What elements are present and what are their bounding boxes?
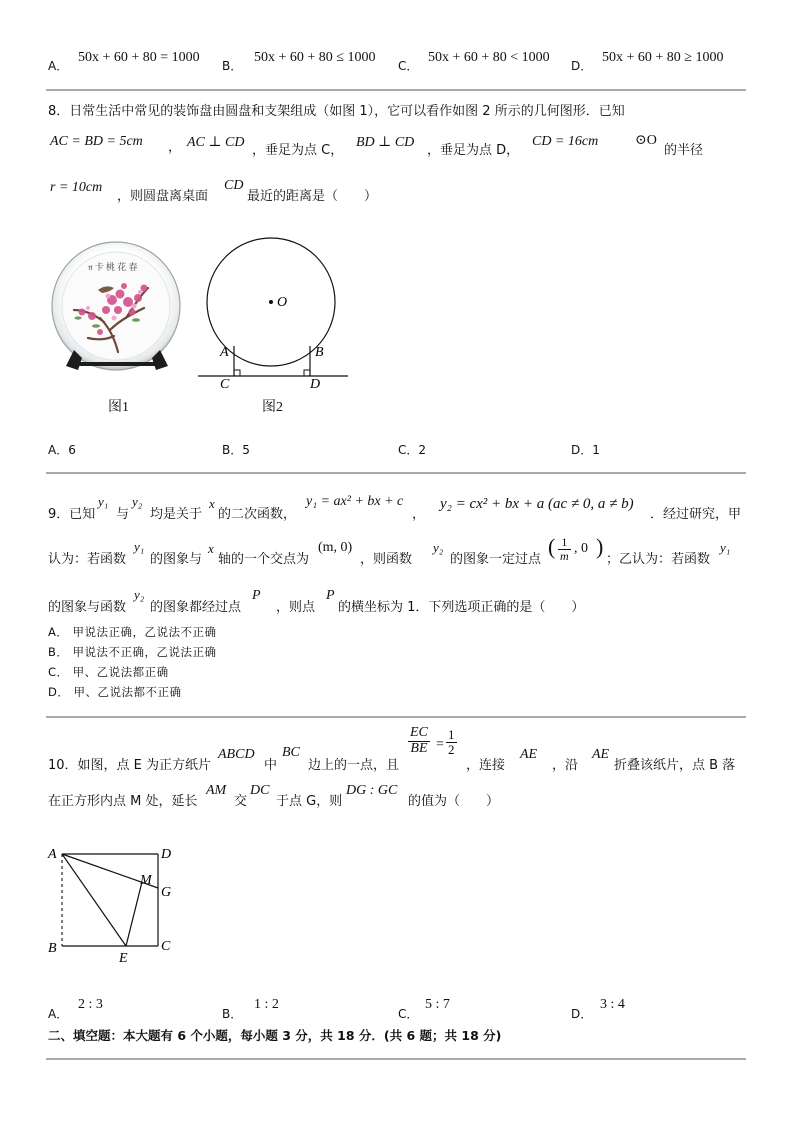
q9-point-p: P xyxy=(252,588,261,603)
q10-text: 边上的一点，且 xyxy=(308,758,400,773)
q10-half-frac xyxy=(446,728,457,756)
q10-option-a-label: A． xyxy=(48,1007,69,1021)
q10-half-den: 2 xyxy=(448,741,455,757)
q8-question-b: 最近的距离是（ ） xyxy=(247,189,378,204)
q10-text: ，连接 xyxy=(466,758,506,773)
q7-option-a-expr: 50x + 60 + 80 = 1000 xyxy=(78,50,200,65)
q8-seg: CD xyxy=(224,178,244,193)
q9-text: 的图象一定过点 xyxy=(450,552,542,567)
q8-cond5: r = 10cm xyxy=(50,180,103,195)
circle-geometry-figure xyxy=(196,228,356,394)
q9-text: 的图象与 xyxy=(150,552,203,567)
q9-text: 均是关于 xyxy=(150,507,203,522)
label-a: A xyxy=(48,847,57,862)
q10-option-d-expr: 3 : 4 xyxy=(600,997,625,1012)
q10-text: ，沿 xyxy=(552,758,579,773)
q9-text: 的横坐标为 1．下列选项正确的是（ ） xyxy=(338,600,585,615)
q10-frac-num: EC xyxy=(410,725,428,740)
q8-option-d: D．1 xyxy=(571,443,600,457)
q10-half-num: 1 xyxy=(448,727,455,742)
q7-option-d-expr: 50x + 60 + 80 ≥ 1000 xyxy=(602,50,724,65)
q9-y1: y₁ xyxy=(720,540,731,555)
q7-option-b-label: B． xyxy=(222,59,243,73)
q9-paren-open: ( xyxy=(548,534,556,559)
q9-text: 的图象都经过点 xyxy=(150,600,242,615)
q9-comma: ， xyxy=(412,507,426,522)
label-g: G xyxy=(161,885,172,900)
q9-pt2-tail: , 0 xyxy=(574,541,588,556)
q9-option-d: D． 甲、乙说法都不正确 xyxy=(48,685,182,699)
q9-y2: y₂ xyxy=(433,540,444,555)
q10-eq: = xyxy=(436,737,444,752)
q9-point1: (m, 0) xyxy=(318,540,353,555)
q8-option-b: B．5 xyxy=(222,443,250,457)
q9-f2: y₂ = cx² + bx + a (ac ≠ 0, a ≠ b) xyxy=(440,496,634,512)
q8-question-a: ，则圆盘离桌面 xyxy=(117,189,209,204)
q9-y2: y₂ xyxy=(132,494,143,509)
q10-ratio: DG : GC xyxy=(346,783,398,798)
q9-point2-frac xyxy=(558,536,571,562)
q10-am: AM xyxy=(206,783,227,798)
q9-text: 与 xyxy=(116,507,130,522)
q10-ae: AE xyxy=(520,747,538,762)
q8-cond2: AC ⊥ CD xyxy=(187,135,245,150)
label-o: O xyxy=(277,295,288,310)
plate-calligraphy: 𝔫 卡 桃 花 春 xyxy=(88,262,138,272)
q9-text: ，则点 xyxy=(276,600,316,615)
label-b: B xyxy=(48,941,57,956)
q10-option-b-expr: 1 : 2 xyxy=(254,997,279,1012)
label-b: B xyxy=(315,345,324,360)
section-2-heading: 二、填空题：本大题有 6 个小题，每小题 3 分，共 18 分．(共 6 题；共 18 分) xyxy=(48,1028,502,1043)
q9-text: 认为：若函数 xyxy=(48,552,127,567)
q10-option-c-label: C． xyxy=(398,1007,419,1021)
q10-text: 10．如图，点 E 为正方纸片 xyxy=(48,758,212,773)
q10-bc: BC xyxy=(282,745,300,760)
label-a: A xyxy=(220,345,229,360)
q10-ratio-frac xyxy=(408,726,430,756)
q7-option-c-label: C． xyxy=(398,59,419,73)
q9-y1: y₁ xyxy=(98,494,109,509)
q8-intro: 8．日常生活中常见的装饰盘由圆盘和支架组成（如图 1），它可以看作如图 2 所示的几何图形．已知 xyxy=(48,104,625,119)
label-e: E xyxy=(119,951,128,966)
q7-option-c-expr: 50x + 60 + 80 < 1000 xyxy=(428,50,550,65)
label-c: C xyxy=(220,377,230,392)
plate-figure xyxy=(48,240,188,382)
q9-x: x xyxy=(208,541,214,556)
q9-text: 的图象与函数 xyxy=(48,600,127,615)
q10-option-d-label: D． xyxy=(571,1007,593,1021)
q9-paren-close: ) xyxy=(596,534,604,559)
q9-text: 9．已知 xyxy=(48,507,96,522)
q10-option-c-expr: 5 : 7 xyxy=(425,997,450,1012)
q7-option-d-label: D． xyxy=(571,59,593,73)
q10-text: 折叠该纸片，点 B 落 xyxy=(614,758,736,773)
q9-y1: y₁ xyxy=(134,539,145,554)
q8-cond3: BD ⊥ CD xyxy=(356,135,415,150)
q9-text: 的二次函数， xyxy=(218,507,297,522)
label-c: C xyxy=(161,939,171,954)
q10-ae: AE xyxy=(592,747,610,762)
label-m: M xyxy=(140,873,152,888)
q8-cond4: CD = 16cm xyxy=(532,134,599,149)
folded-square-figure xyxy=(44,840,184,966)
q7-option-b-expr: 50x + 60 + 80 ≤ 1000 xyxy=(254,50,376,65)
q9-pt2-den: m xyxy=(560,548,569,563)
q9-x: x xyxy=(209,496,215,511)
fig1-caption: 图1 xyxy=(108,400,129,415)
q10-text: 中 xyxy=(264,758,278,773)
q9-point-p: P xyxy=(326,588,335,603)
q9-text: ；乙认为：若函数 xyxy=(606,552,711,567)
q8-comma: ， xyxy=(168,140,182,155)
q10-text: 的值为（ ） xyxy=(408,794,500,809)
q8-cond1: AC = BD = 5cm xyxy=(50,134,143,149)
q8-circle: ⊙O xyxy=(635,133,657,148)
q10-option-b-label: B． xyxy=(222,1007,243,1021)
q10-text: 于点 G，则 xyxy=(276,794,343,809)
q9-text: ．经过研究，甲 xyxy=(650,507,742,522)
label-d: D xyxy=(310,377,321,392)
q8-option-a: A．6 xyxy=(48,443,76,457)
q9-option-b: B． 甲说法不正确，乙说法正确 xyxy=(48,645,217,659)
q9-text: ，则函数 xyxy=(360,552,413,567)
q10-option-a-expr: 2 : 3 xyxy=(78,997,103,1012)
q8-foot-c: ，垂足为点 C， xyxy=(252,143,344,158)
q8-radius-text: 的半径 xyxy=(664,143,704,158)
q9-y2: y₂ xyxy=(134,587,145,602)
q10-abcd: ABCD xyxy=(218,747,255,762)
divider xyxy=(46,716,746,718)
divider xyxy=(46,1058,746,1060)
q10-text: 在正方形内点 M 处，延长 xyxy=(48,794,198,809)
label-d: D xyxy=(161,847,172,862)
q9-option-a: A． 甲说法正确，乙说法不正确 xyxy=(48,625,217,639)
q8-option-c: C．2 xyxy=(398,443,427,457)
divider xyxy=(46,472,746,474)
q10-frac-den: BE xyxy=(410,740,428,756)
q8-foot-d: ，垂足为点 D， xyxy=(427,143,520,158)
q9-option-c: C． 甲、乙说法都正确 xyxy=(48,665,169,679)
q10-dc: DC xyxy=(250,783,270,798)
q9-pt2-num: 1 xyxy=(558,536,571,550)
q7-option-a-label: A． xyxy=(48,59,69,73)
divider xyxy=(46,89,746,91)
q10-text: 交 xyxy=(234,794,248,809)
q9-f1: y₁ = ax² + bx + c xyxy=(306,494,404,509)
fig2-caption: 图2 xyxy=(262,400,283,415)
q9-text: 轴的一个交点为 xyxy=(218,552,310,567)
